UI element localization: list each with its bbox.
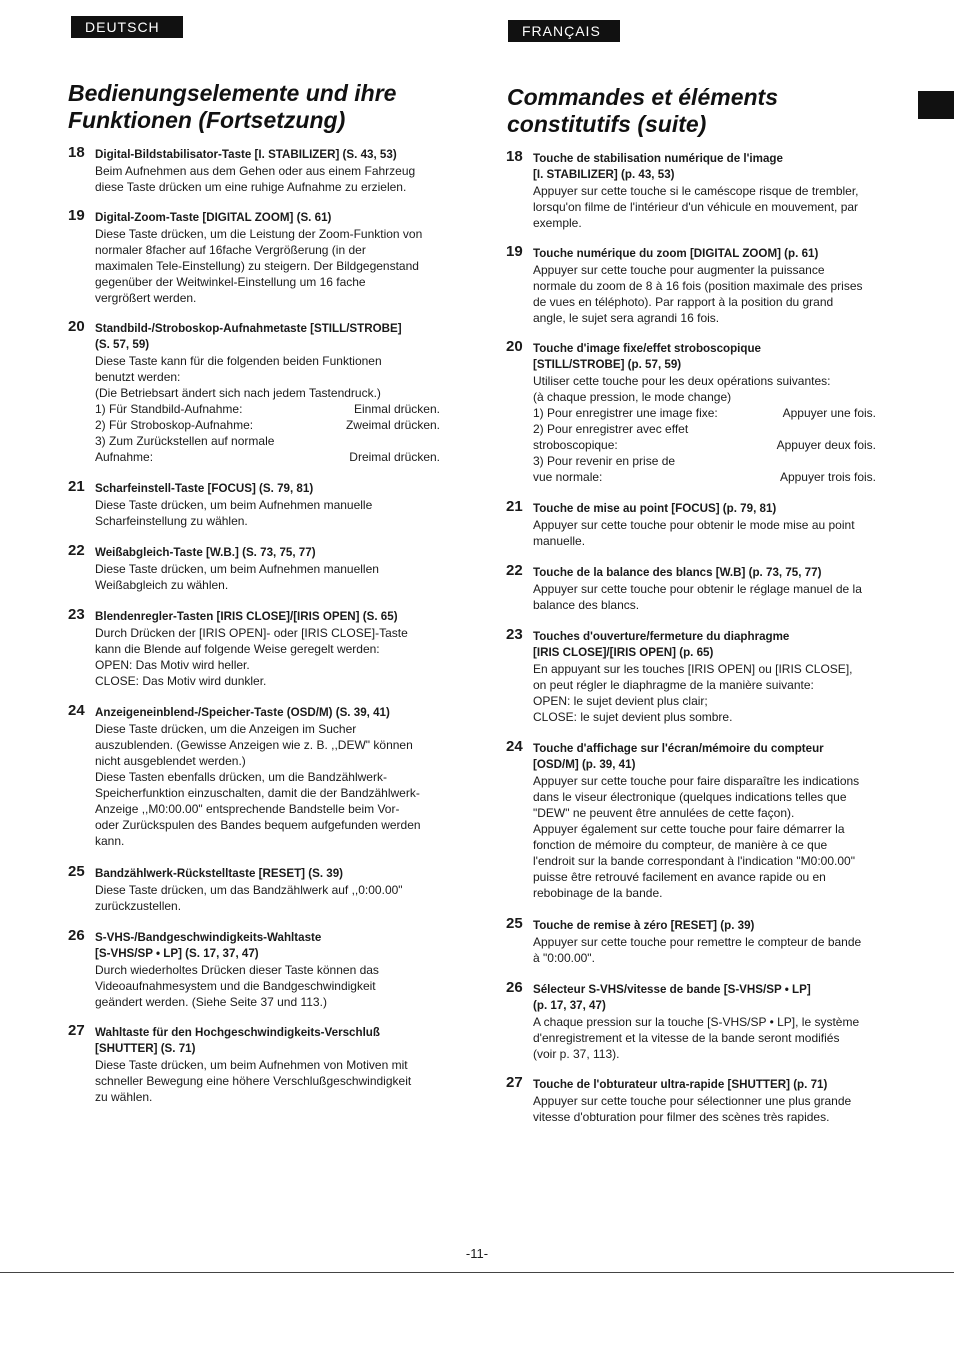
item-text-line: Appuyer sur cette touche pour augmenter la puissance xyxy=(533,263,825,277)
item-heading: Digital-Zoom-Taste [DIGITAL ZOOM] (S. 61) xyxy=(95,211,332,224)
option-action: Einmal drücken. xyxy=(353,402,440,416)
list-item xyxy=(506,498,876,549)
list-item xyxy=(68,606,440,689)
list-item xyxy=(68,207,440,306)
item-text-line: nicht ausgeblendet werden.) xyxy=(95,754,246,768)
option-row xyxy=(533,405,876,421)
item-number: 21 xyxy=(68,478,85,495)
item-number: 24 xyxy=(506,738,523,755)
item-heading: Scharfeinstell-Taste [FOCUS] (S. 79, 81) xyxy=(95,482,314,495)
option-action: Dreimal drücken. xyxy=(349,450,440,464)
item-text-line: manuelle. xyxy=(533,534,586,548)
item-number: 26 xyxy=(68,927,85,944)
item-text-line: Appuyer également sur cette touche pour faire démarrer la xyxy=(533,822,845,836)
item-heading: S-VHS-/Bandgeschwindigkeits-Wahltaste xyxy=(95,931,322,944)
item-number: 18 xyxy=(506,148,523,165)
list-item xyxy=(506,1074,876,1125)
item-number: 20 xyxy=(506,338,523,355)
item-text-line: Diese Taste kann für die folgenden beiden Funktionen xyxy=(95,354,382,368)
item-number: 26 xyxy=(506,979,523,996)
item-heading: Anzeigeneinblend-/Speicher-Taste (OSD/M) (S. 39, 41) xyxy=(95,706,390,719)
option-label: 3) Zum Zurückstellen auf normale xyxy=(95,434,275,448)
item-heading-cont: [S-VHS/SP • LP] (S. 17, 37, 47) xyxy=(95,947,259,960)
language-tab-deutsch: DEUTSCH xyxy=(71,16,183,38)
item-text-line: Anzeige ,,M0:00.00" entsprechende Bandstelle beim Vor- xyxy=(95,802,400,816)
list-item xyxy=(506,626,876,725)
list-item xyxy=(68,318,440,465)
list-item xyxy=(68,863,440,914)
item-number: 27 xyxy=(68,1022,85,1039)
list-item xyxy=(506,979,876,1062)
list-item xyxy=(68,1022,440,1105)
item-text-line: normaler 8facher auf 16fache Vergrößerung (in der xyxy=(95,243,366,257)
item-text-line: (Die Betriebsart ändert sich nach jedem Tastendruck.) xyxy=(95,386,381,400)
item-text-line: Appuyer sur cette touche pour faire disparaître les indications xyxy=(533,774,860,788)
item-heading: Touche numérique du zoom [DIGITAL ZOOM] (p. 61) xyxy=(533,247,819,260)
item-number: 22 xyxy=(506,562,523,579)
item-text-line: à "0:00.00". xyxy=(533,951,595,965)
list-item xyxy=(68,702,440,849)
item-heading-cont: [IRIS CLOSE]/[IRIS OPEN] (p. 65) xyxy=(533,646,714,659)
option-label: stroboscopique: xyxy=(533,438,618,452)
item-number: 24 xyxy=(68,702,85,719)
list-item xyxy=(506,915,876,966)
item-text-line: auszublenden. (Gewisse Anzeigen wie z. B. ,,DEW" können xyxy=(95,738,413,752)
option-row xyxy=(95,401,440,417)
item-text-line: Durch wiederholtes Drücken dieser Taste können das xyxy=(95,963,379,977)
option-label: 2) Für Stroboskop-Aufnahme: xyxy=(95,418,254,432)
item-text-line: CLOSE: le sujet devient plus sombre. xyxy=(533,710,733,724)
item-heading: Touche d'image fixe/effet stroboscopique xyxy=(533,342,762,355)
option-row xyxy=(95,417,440,433)
item-heading: Standbild-/Stroboskop-Aufnahmetaste [STILL/STROBE] xyxy=(95,322,402,335)
item-text-line: A chaque pression sur la touche [S-VHS/SP • LP], le système xyxy=(533,1015,860,1029)
item-text-line: En appuyant sur les touches [IRIS OPEN] ou [IRIS CLOSE], xyxy=(533,662,853,676)
item-text-line: Appuyer sur cette touche si le caméscope risque de trembler, xyxy=(533,184,859,198)
item-text-line: vitesse d'obturation pour filmer des scènes très rapides. xyxy=(533,1110,830,1124)
item-text-line: fonction de mémoire du compteur, de manière à ce que xyxy=(533,838,828,852)
item-text-line: normale du zoom de 8 à 16 fois (position maximale des prises xyxy=(533,279,863,293)
item-text-line: kann. xyxy=(95,834,125,848)
item-heading-cont: (p. 17, 37, 47) xyxy=(533,999,606,1012)
language-tab-francais: FRANÇAIS xyxy=(508,20,620,42)
option-row xyxy=(533,421,876,437)
item-text-line: "DEW" ne peuvent être annulées de cette façon). xyxy=(533,806,795,820)
item-text-line: dans le viseur électronique (quelques indications telles que xyxy=(533,790,847,804)
item-text-line: Diese Taste drücken, um die Anzeigen im Sucher xyxy=(95,722,357,736)
item-number: 25 xyxy=(68,863,85,880)
option-label: Aufnahme: xyxy=(95,450,154,464)
item-text-line: Beim Aufnehmen aus dem Gehen oder aus einem Fahrzeug xyxy=(95,164,416,178)
item-number: 25 xyxy=(506,915,523,932)
item-text-line: puisse être retrouvé facilement en avance rapide ou en xyxy=(533,870,826,884)
title-line-2: Funktionen (Fortsetzung) xyxy=(68,107,346,133)
item-text-line: on peut régler le diaphragme de la manière suivante: xyxy=(533,678,814,692)
item-text-line: zurückzustellen. xyxy=(95,899,182,913)
item-text-line: d'enregistrement et la vitesse de la bande seront modifiés xyxy=(533,1031,840,1045)
item-text-line: de vues en téléphoto). Par rapport à la position du grand xyxy=(533,295,834,309)
item-text-line: CLOSE: Das Motiv wird dunkler. xyxy=(95,674,267,688)
item-heading: Sélecteur S-VHS/vitesse de bande [S-VHS/SP • LP] xyxy=(533,983,811,996)
item-text-line: balance des blancs. xyxy=(533,598,640,612)
item-heading: Touche de l'obturateur ultra-rapide [SHUTTER] (p. 71) xyxy=(533,1078,828,1091)
item-heading: Touche de remise à zéro [RESET] (p. 39) xyxy=(533,919,755,932)
item-heading: Touche de la balance des blancs [W.B] (p. 73, 75, 77) xyxy=(533,566,822,579)
list-item xyxy=(68,144,440,195)
option-row xyxy=(533,469,876,485)
item-text-line: Diese Taste drücken, um beim Aufnehmen von Motiven mit xyxy=(95,1058,408,1072)
item-heading-cont: [I. STABILIZER] (p. 43, 53) xyxy=(533,168,675,181)
item-heading-cont: (S. 57, 59) xyxy=(95,338,150,351)
item-text-line: Diese Taste drücken, um beim Aufnehmen manuelle xyxy=(95,498,373,512)
item-text-line: angle, le sujet sera agrandi 16 fois. xyxy=(533,311,720,325)
item-heading: Blendenregler-Tasten [IRIS CLOSE]/[IRIS OPEN] (S. 65) xyxy=(95,610,398,623)
item-text-line: Diese Taste drücken, um beim Aufnehmen manuellen xyxy=(95,562,379,576)
option-label: 3) Pour revenir en prise de xyxy=(533,454,676,468)
item-text-line: Weißabgleich zu wählen. xyxy=(95,578,229,592)
item-text-line: benutzt werden: xyxy=(95,370,181,384)
option-row xyxy=(533,453,876,469)
option-label: 2) Pour enregistrer avec effet xyxy=(533,422,689,436)
item-number: 18 xyxy=(68,144,85,161)
option-row xyxy=(95,449,440,465)
item-number: 23 xyxy=(506,626,523,643)
item-number: 19 xyxy=(506,243,523,260)
item-heading: Weißabgleich-Taste [W.B.] (S. 73, 75, 77) xyxy=(95,546,316,559)
item-text-line: gegenüber der Weitwinkel-Einstellung um 16 fache xyxy=(95,275,366,289)
item-heading: Touche d'affichage sur l'écran/mémoire du compteur xyxy=(533,742,824,755)
item-heading: Digital-Bildstabilisator-Taste [I. STABILIZER] (S. 43, 53) xyxy=(95,148,397,161)
item-text-line: exemple. xyxy=(533,216,582,230)
item-text-line: lorsqu'on filme de l'intérieur d'un véhicule en mouvement, par xyxy=(533,200,859,214)
item-number: 23 xyxy=(68,606,85,623)
list-item xyxy=(68,927,440,1010)
list-item xyxy=(68,478,440,529)
section-marker-tab xyxy=(918,91,954,119)
bottom-rule xyxy=(0,1272,954,1273)
title-line-1: Commandes et éléments xyxy=(507,84,778,110)
item-text-line: Durch Drücken der [IRIS OPEN]- oder [IRIS CLOSE]-Taste xyxy=(95,626,408,640)
item-text-line: Diese Taste drücken, um das Bandzählwerk auf ,,0:00.00" xyxy=(95,883,403,897)
item-text-line: Diese Taste drücken, um die Leistung der Zoom-Funktion von xyxy=(95,227,423,241)
title-line-1: Bedienungselemente und ihre xyxy=(68,80,397,106)
item-heading-cont: [STILL/STROBE] (p. 57, 59) xyxy=(533,358,682,371)
page-title-francais xyxy=(507,84,778,138)
option-action: Appuyer une fois. xyxy=(782,406,876,420)
item-text-line: maximalen Tele-Einstellung) zu steigern. Der Bildgegenstand xyxy=(95,259,419,273)
item-text-line: Appuyer sur cette touche pour sélectionner une plus grande xyxy=(533,1094,852,1108)
item-heading-cont: [OSD/M] (p. 39, 41) xyxy=(533,758,636,771)
item-text-line: Utiliser cette touche pour les deux opérations suivantes: xyxy=(533,374,831,388)
item-text-line: (à chaque pression, le mode change) xyxy=(533,390,732,404)
item-heading: Touches d'ouverture/fermeture du diaphragme xyxy=(533,630,790,643)
item-number: 20 xyxy=(68,318,85,335)
item-number: 22 xyxy=(68,542,85,559)
item-text-line: OPEN: Das Motiv wird heller. xyxy=(95,658,250,672)
option-action: Zweimal drücken. xyxy=(345,418,440,432)
item-text-line: Scharfeinstellung zu wählen. xyxy=(95,514,248,528)
item-text-line: l'endroit sur la bande correspondant à l'indication "M0:00.00" xyxy=(533,854,855,868)
list-item xyxy=(506,338,876,485)
item-text-line: Videoaufnahmesystem und die Bandgeschwindigkeit xyxy=(95,979,376,993)
item-heading: Touche de stabilisation numérique de l'image xyxy=(533,152,783,165)
item-heading: Wahltaste für den Hochgeschwindigkeits-Verschluß xyxy=(95,1026,380,1039)
item-text-line: diese Taste drücken um eine ruhige Aufnahme zu erzielen. xyxy=(95,180,407,194)
item-text-line: geändert werden. (Siehe Seite 37 und 113.) xyxy=(95,995,327,1009)
item-heading-cont: [SHUTTER] (S. 71) xyxy=(95,1042,196,1055)
item-text-line: (voir p. 37, 113). xyxy=(533,1047,620,1061)
item-text-line: Speicherfunktion einzuschalten, damit die der Bandzählwerk- xyxy=(95,786,420,800)
item-text-line: OPEN: le sujet devient plus clair; xyxy=(533,694,708,708)
item-number: 21 xyxy=(506,498,523,515)
list-item xyxy=(506,243,876,326)
item-text-line: Appuyer sur cette touche pour obtenir le réglage manuel de la xyxy=(533,582,862,596)
item-heading: Touche de mise au point [FOCUS] (p. 79, 81) xyxy=(533,502,777,515)
option-action: Appuyer deux fois. xyxy=(776,438,876,452)
option-label: vue normale: xyxy=(533,470,603,484)
list-item xyxy=(506,738,876,901)
list-item xyxy=(506,148,876,231)
item-text-line: Diese Tasten ebenfalls drücken, um die Bandzählwerk- xyxy=(95,770,387,784)
option-label: 1) Pour enregistrer une image fixe: xyxy=(533,406,718,420)
item-text-line: Appuyer sur cette touche pour obtenir le mode mise au point xyxy=(533,518,855,532)
option-row xyxy=(95,433,440,449)
item-text-line: Appuyer sur cette touche pour remettre le compteur de bande xyxy=(533,935,862,949)
item-number: 19 xyxy=(68,207,85,224)
item-heading: Bandzählwerk-Rückstelltaste [RESET] (S. 39) xyxy=(95,867,344,880)
column-francais xyxy=(506,148,876,1125)
page-title-deutsch xyxy=(68,80,396,134)
item-number: 27 xyxy=(506,1074,523,1091)
option-row xyxy=(533,437,876,453)
list-item xyxy=(68,542,440,593)
item-text-line: zu wählen. xyxy=(95,1090,153,1104)
option-action: Appuyer trois fois. xyxy=(779,470,876,484)
item-text-line: rebobinage de la bande. xyxy=(533,886,663,900)
item-text-line: schneller Bewegung eine höhere Verschlußgeschwindigkeit xyxy=(95,1074,412,1088)
item-text-line: oder Zurückspulen des Bandes bequem aufgefunden werden xyxy=(95,818,421,832)
option-label: 1) Für Standbild-Aufnahme: xyxy=(95,402,243,416)
item-text-line: vergrößert werden. xyxy=(95,291,197,305)
page-number: -11- xyxy=(465,1246,489,1261)
list-item xyxy=(506,562,876,613)
title-line-2: constitutifs (suite) xyxy=(507,111,707,137)
item-text-line: kann die Blende auf folgende Weise geregelt werden: xyxy=(95,642,380,656)
column-deutsch xyxy=(68,144,440,1105)
